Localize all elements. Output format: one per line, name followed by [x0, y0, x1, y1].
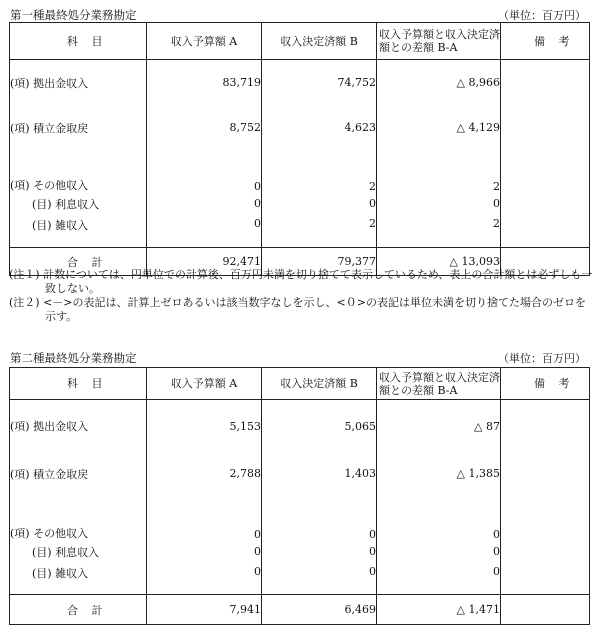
table-header-row [10, 23, 590, 60]
row-name: (目) 利息収入 [10, 541, 147, 563]
row-budget: 0 [147, 150, 262, 193]
row-name: (項) 拠出金収入 [10, 400, 147, 453]
table-row [10, 60, 590, 106]
row-budget: 83,719 [147, 60, 262, 106]
row-note [501, 563, 590, 595]
row-name: (項) 積立金取戻 [10, 453, 147, 495]
table-row [10, 453, 590, 495]
header-item: 科 目 [10, 23, 147, 60]
row-diff: △ 1,385 [377, 453, 501, 495]
row-diff: 0 [377, 193, 501, 215]
row-diff: △ 4,129 [377, 106, 501, 150]
row-decided: 4,623 [262, 106, 377, 150]
section2-title: 第二種最終処分業務勘定 [10, 351, 137, 365]
row-decided: 74,752 [262, 60, 377, 106]
section2-unit: （単位：百万円） [498, 352, 586, 365]
row-name: (項) その他収入 [10, 150, 147, 193]
table-row [10, 193, 590, 215]
total-label: 合 計 [10, 595, 147, 625]
note-1: (注１) 計数については、円単位での計算後、百万円未満を切り捨てて表示しているため、表上の合計額とは必ずしも一致しない。 [9, 268, 593, 295]
table-row [10, 400, 590, 453]
row-diff: △ 87 [377, 400, 501, 453]
row-name: (目) 利息収入 [10, 193, 147, 215]
header-budget: 収入予算額 A [147, 23, 262, 60]
total-diff: △ 13,093 [377, 248, 501, 276]
row-note [501, 215, 590, 248]
row-diff: 2 [377, 150, 501, 193]
row-decided: 0 [262, 193, 377, 215]
total-budget: 7,941 [147, 595, 262, 625]
row-budget: 5,153 [147, 400, 262, 453]
row-note [501, 60, 590, 106]
row-budget: 0 [147, 563, 262, 595]
row-diff: 0 [377, 541, 501, 563]
section1-unit: （単位：百万円） [498, 9, 586, 22]
row-name: (項) その他収入 [10, 495, 147, 541]
header-note: 備 考 [501, 23, 590, 60]
row-decided: 0 [262, 541, 377, 563]
header-decided: 収入決定済額 B [262, 368, 377, 400]
table-row [10, 215, 590, 248]
total-decided: 79,377 [262, 248, 377, 276]
header-note: 備 考 [501, 368, 590, 400]
row-note [501, 541, 590, 563]
row-budget: 8,752 [147, 106, 262, 150]
total-budget: 92,471 [147, 248, 262, 276]
row-name: (項) 積立金取戻 [10, 106, 147, 150]
table-total-row [10, 595, 590, 625]
note-2: (注２) <－>の表記は、計算上ゼロあるいは該当数字なしを示し、<０>の表記は単位未満を切り捨てた場合のゼロを示す。 [9, 296, 586, 323]
row-diff: 0 [377, 563, 501, 595]
table-row [10, 106, 590, 150]
row-note [501, 193, 590, 215]
row-note [501, 106, 590, 150]
row-note [501, 495, 590, 541]
header-decided: 収入決定済額 B [262, 23, 377, 60]
header-diff: 収入予算額と収入決定済額との差額 B-A [377, 368, 501, 400]
header-item: 科 目 [10, 368, 147, 400]
row-name: (目) 雑収入 [10, 215, 147, 248]
section2-table [9, 367, 590, 625]
row-decided: 0 [262, 563, 377, 595]
row-name: (目) 雑収入 [10, 563, 147, 595]
total-diff: △ 1,471 [377, 595, 501, 625]
total-label: 合 計 [10, 248, 147, 276]
row-diff: △ 8,966 [377, 60, 501, 106]
row-budget: 0 [147, 193, 262, 215]
row-decided: 0 [262, 495, 377, 541]
table-row [10, 541, 590, 563]
row-note [501, 453, 590, 495]
row-decided: 2 [262, 215, 377, 248]
row-budget: 2,788 [147, 453, 262, 495]
row-decided: 5,065 [262, 400, 377, 453]
header-diff: 収入予算額と収入決定済額との差額 B-A [377, 23, 501, 60]
table-header-row [10, 368, 590, 400]
section1-table [9, 22, 590, 276]
section1-title: 第一種最終処分業務勘定 [10, 8, 137, 22]
notes [9, 268, 594, 324]
table-row [10, 150, 590, 193]
row-decided: 1,403 [262, 453, 377, 495]
row-diff: 0 [377, 495, 501, 541]
header-budget: 収入予算額 A [147, 368, 262, 400]
row-decided: 2 [262, 150, 377, 193]
total-decided: 6,469 [262, 595, 377, 625]
row-note [501, 400, 590, 453]
row-budget: 0 [147, 495, 262, 541]
row-diff: 2 [377, 215, 501, 248]
table-row [10, 495, 590, 541]
table-row [10, 563, 590, 595]
row-budget: 0 [147, 541, 262, 563]
total-note [501, 595, 590, 625]
row-name: (項) 拠出金収入 [10, 60, 147, 106]
row-note [501, 150, 590, 193]
row-budget: 0 [147, 215, 262, 248]
